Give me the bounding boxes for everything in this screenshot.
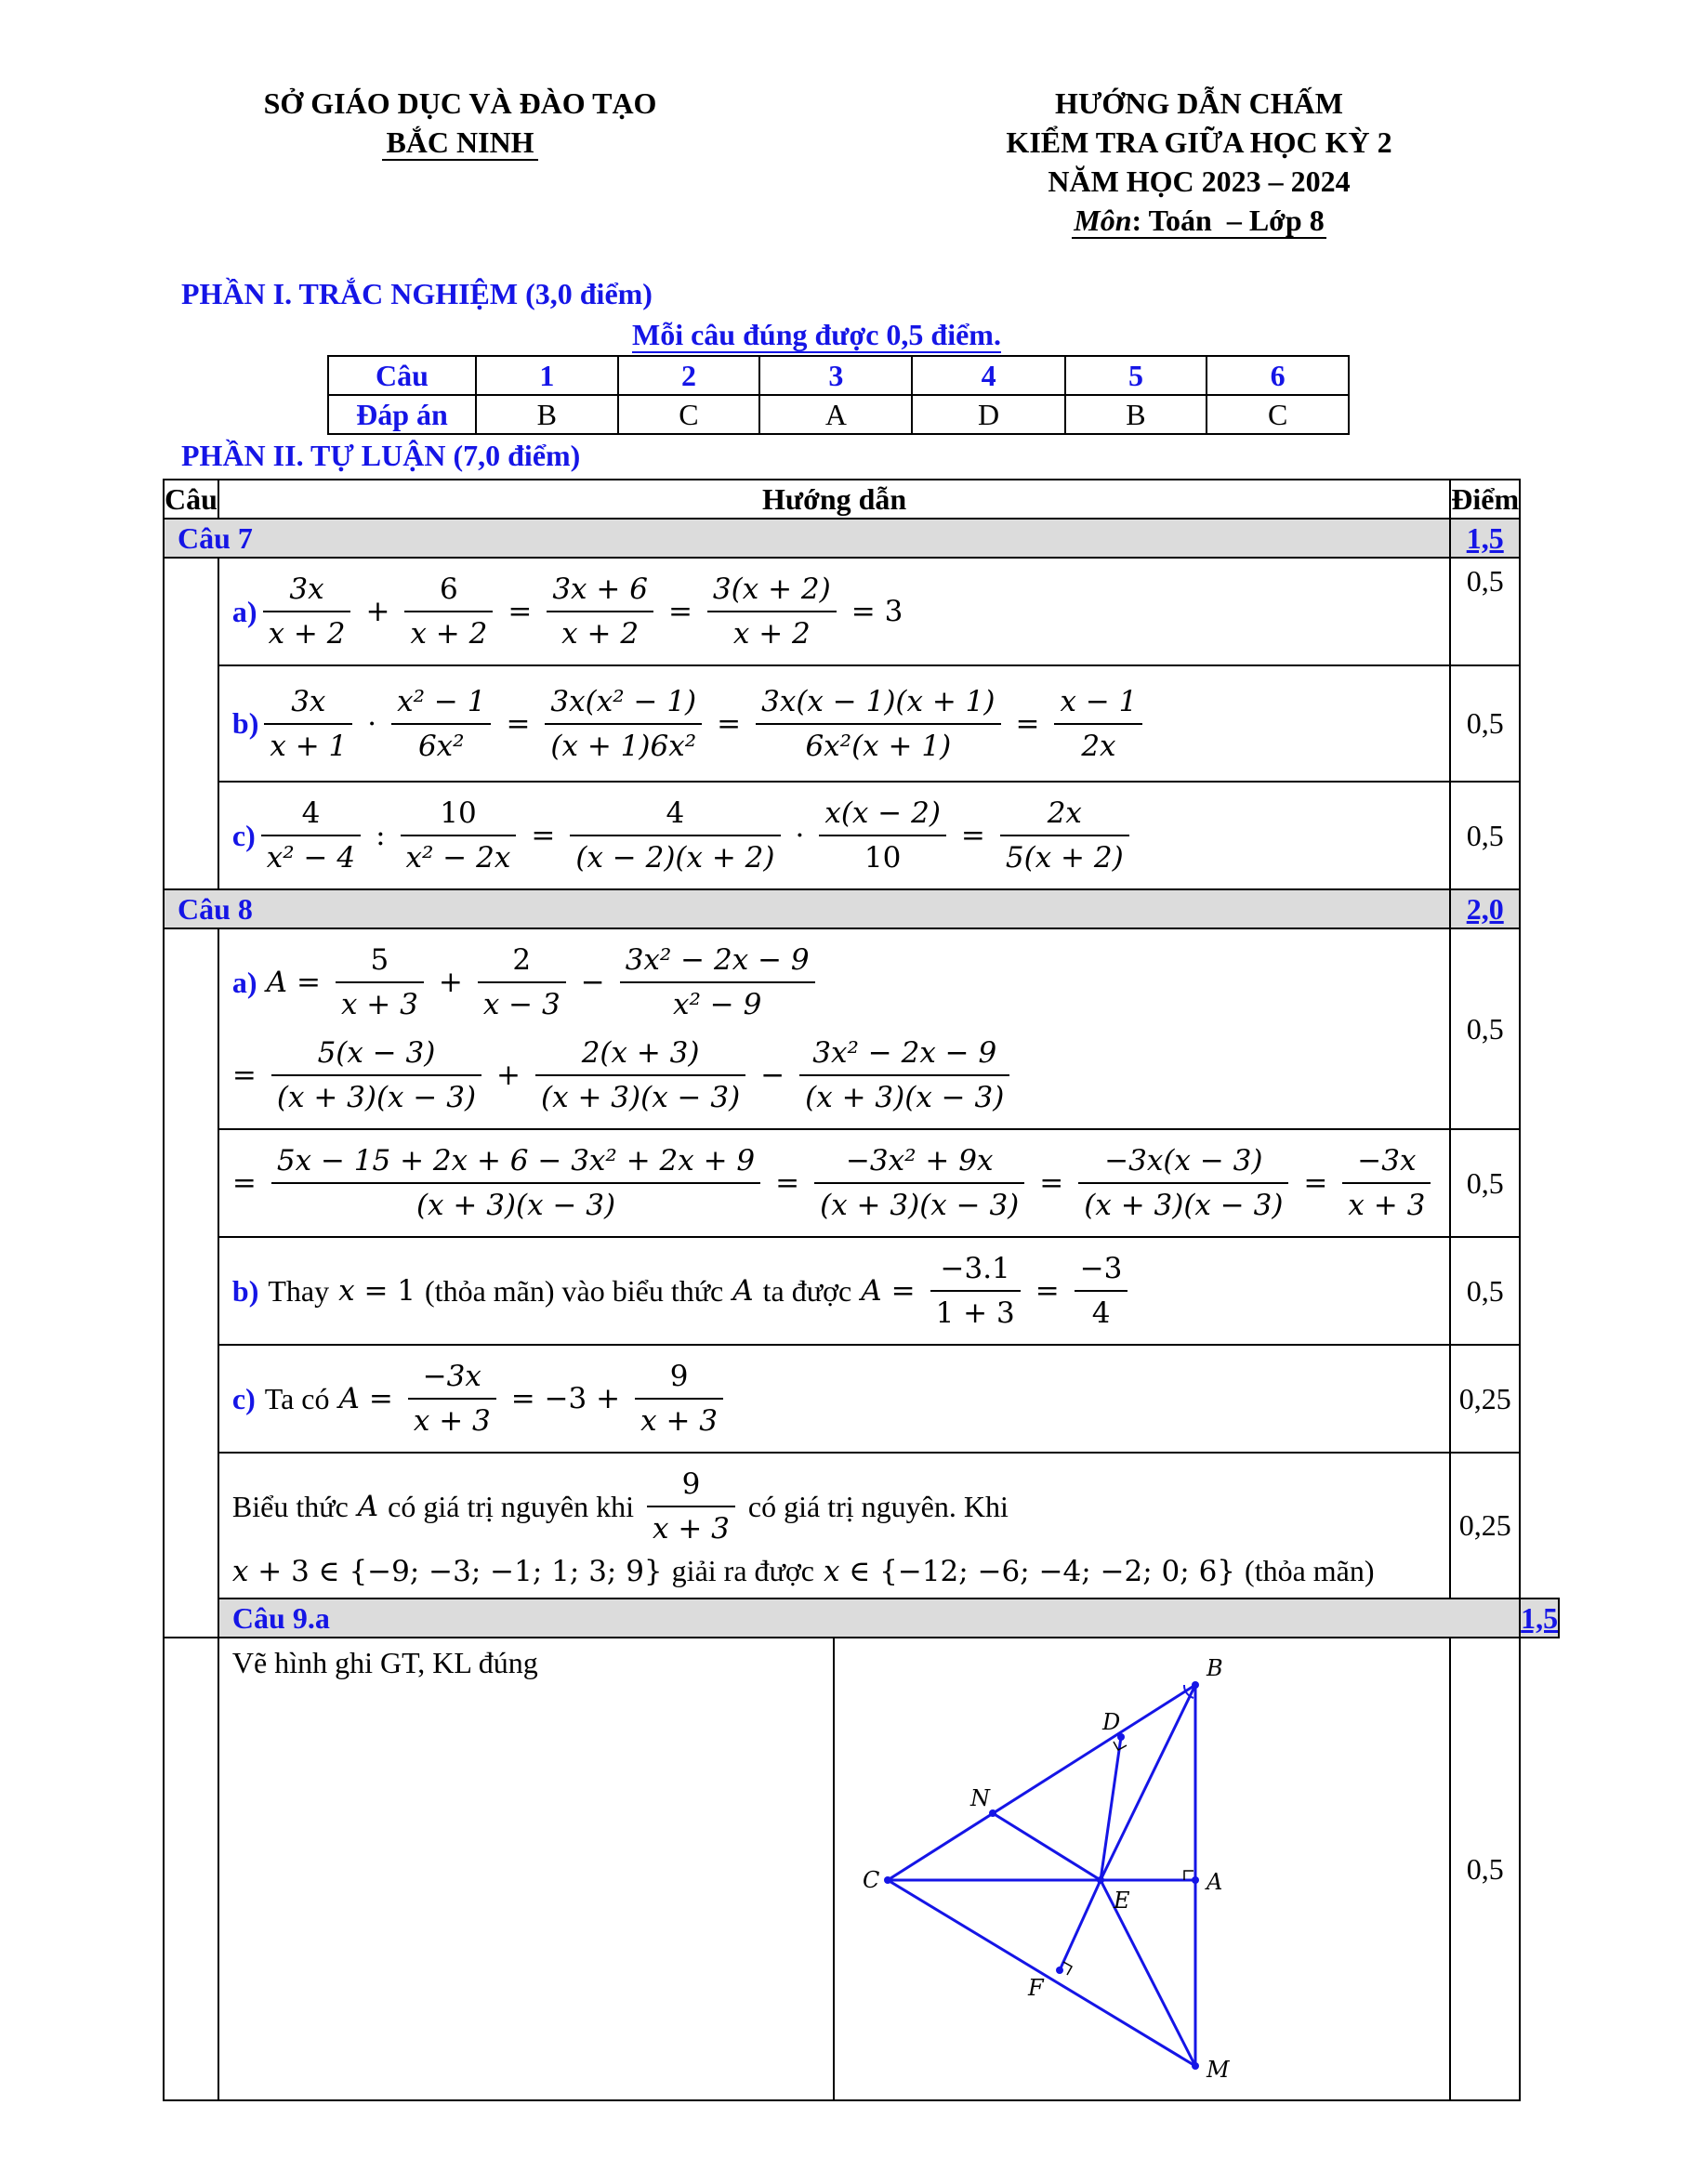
q8d-row: Biểu thức A có giá trị nguyên khi 9 x + 3 có giá trị nguyên. Khi x + 3 ∈ {−9; −3; −1; 1; 3; 9} giải ra được x ∈ {−12; −6; −4; −2; 0; 6} (thỏa mãn) 0,25 — [164, 1453, 1559, 1599]
grading-table — [163, 479, 1560, 2101]
q8a-content: a) A = $\frac{5}{x + 3}$ + $\frac{2}{x - 3}$ − $\frac{\text{3x² − 2x − 9}}{\text{x² − 9}}$ = $\frac{5(x - 3)}{(x + 3)(x - 3)}$ + $\frac{2(x + 3)}{(x + 3)(x - 3)}$ − $\frac{\text{3x² − 2x − 9}}{(x + 3)(x - 3)}$ — [218, 928, 1450, 1129]
q8d-content: Biểu thức A có giá trị nguyên khi 9 x + 3 có giá trị nguyên. Khi x + 3 ∈ {−9; −3; −1; 1; 3; 9} giải ra được x ∈ {−12; −6; −4; −2; 0; 6} (thỏa mãn) — [218, 1453, 1450, 1599]
point-M-label: M — [1207, 2057, 1230, 2083]
part1-note: Mỗi câu đúng được 0,5 điểm. — [632, 318, 1001, 351]
q8b-content: b) Thay x = 1 (thỏa mãn) vào biểu thức A ta được A = $\frac{-3.1}{1 + 3}$ = $\frac{-3}{4}$ — [218, 1237, 1450, 1345]
line-NE — [993, 1813, 1101, 1880]
org-name: SỞ GIÁO DỤC VÀ ĐÀO TẠO — [263, 86, 657, 120]
org-province: BẮC NINH — [181, 123, 739, 162]
q7a-row: a) 3x x + 2 + $\frac{6}{x + 2}$ = $\frac{3x + 6}{x + 2}$ = $\frac{3(x + 2)}{x + 2}$ = 3 0,5 — [164, 558, 1559, 665]
answer-table-answers: Đáp án B C A D B C — [328, 395, 1349, 434]
q7a-content: a) 3x x + 2 + $\frac{6}{x + 2}$ = $\frac{3x + 6}{x + 2}$ = $\frac{3(x + 2)}{x + 2}$ = 3 — [218, 558, 1450, 665]
q9a-text: Vẽ hình ghi GT, KL đúng — [218, 1638, 834, 2100]
q8a2-row: = $\frac{\text{5x − 15 + 2x + 6 − 3x² + 2x + 9}}{(x + 3)(x - 3)}$ = $\frac{\text{−3x² + 9x}}{(x + 3)(x - 3)}$ = $\frac{-3x(x - 3)}{(x + 3)(x - 3)}$ = $\frac{-3x}{x + 3}$ 0,5 — [164, 1129, 1559, 1237]
q8a2-content: = $\frac{\text{5x − 15 + 2x + 6 − 3x² + 2x + 9}}{(x + 3)(x - 3)}$ = $\frac{\text{−3x² + 9x}}{(x + 3)(x - 3)}$ = $\frac{-3x(x - 3)}{(x + 3)(x - 3)}$ = $\frac{-3x}{x + 3}$ — [218, 1129, 1450, 1237]
point-N-label: N — [970, 1785, 991, 1811]
q9a-row: Vẽ hình ghi GT, KL đúng B D N C E A F M 0,5 — [164, 1638, 1559, 2100]
q8-header-row: Câu 8 2,0 — [164, 889, 1559, 928]
grading-header-row: Câu Hướng dẫn Điểm — [164, 480, 1559, 519]
doc-subject: Môn: Toán – Lớp 8 — [1074, 204, 1325, 237]
answer-table-questions: Câu 1 2 3 4 5 6 — [328, 356, 1349, 395]
point-B-label: B — [1207, 1655, 1223, 1681]
q8c-row: c) Ta có A = $\frac{-3x}{x + 3}$ = −3 + $\frac{9}{x + 3}$ 0,25 — [164, 1345, 1559, 1453]
answer-table — [327, 355, 1350, 435]
q8b-row: b) Thay x = 1 (thỏa mãn) vào biểu thức A ta được A = $\frac{-3.1}{1 + 3}$ = $\frac{-3}{4}$ 0,5 — [164, 1237, 1559, 1345]
doc-exam: KIỂM TRA GIỮA HỌC KỲ 2 — [1006, 125, 1392, 159]
point-D-label: D — [1102, 1709, 1121, 1735]
point-E-label: E — [1114, 1888, 1130, 1914]
q9a-figure-cell — [834, 1638, 1450, 2100]
q8a-row: a) A = $\frac{5}{x + 3}$ + $\frac{2}{x - 3}$ − $\frac{\text{3x² − 2x − 9}}{\text{x² − 9}}$ = $\frac{5(x - 3)}{(x + 3)(x - 3)}$ + $\frac{2(x + 3)}{(x + 3)(x - 3)}$ − $\frac{\text{3x² − 2x − 9}}{(x + 3)(x - 3)}$ 0,5 — [164, 928, 1559, 1129]
point-F-label: F — [1028, 1975, 1044, 2001]
right-angle-F — [1063, 1962, 1072, 1975]
org-header — [181, 84, 739, 162]
part1-title: PHẦN I. TRẮC NGHIỆM (3,0 điểm) — [181, 277, 653, 310]
point-C-label: C — [863, 1867, 880, 1893]
q8c-content: c) Ta có A = $\frac{-3x}{x + 3}$ = −3 + $\frac{9}{x + 3}$ — [218, 1345, 1450, 1453]
geometry-figure — [835, 1638, 1410, 2092]
q7b-content: b) 3x x + 1 · $\frac{\text{x² − 1}}{\text{6x²}}$ = $\frac{\text{3x(x² − 1)}}{\text{(x + 1)6x²}}$ = $\frac{3x(x - 1)(x + 1)}{\text{6x²(x + 1)}}$ = $\frac{x - 1}{2x}$ — [218, 665, 1450, 782]
doc-year: NĂM HỌC 2023 – 2024 — [1048, 164, 1351, 198]
line-EF — [1060, 1880, 1101, 1970]
q9-header-row: Câu 9.a 1,5 — [164, 1599, 1559, 1638]
q7b-row: b) 3x x + 1 · $\frac{\text{x² − 1}}{\text{6x²}}$ = $\frac{\text{3x(x² − 1)}}{\text{(x + 1)6x²}}$ = $\frac{3x(x - 1)(x + 1)}{\text{6x²(x + 1)}}$ = $\frac{x - 1}{2x}$ 0,5 — [164, 665, 1559, 782]
q7c-row: c) 4 x² − 4 : $\frac{10}{\text{x² − 2x}}$ = $\frac{4}{(x - 2)(x + 2)}$ · $\frac{x(x - 2)}{10}$ = $\frac{2x}{5(x + 2)}$ 0,5 — [164, 782, 1559, 889]
q7c-content: c) 4 x² − 4 : $\frac{10}{\text{x² − 2x}}$ = $\frac{4}{(x - 2)(x + 2)}$ · $\frac{x(x - 2)}{10}$ = $\frac{2x}{5(x + 2)}$ — [218, 782, 1450, 889]
part2-title: PHẦN II. TỰ LUẬN (7,0 điểm) — [181, 439, 581, 472]
doc-header — [892, 84, 1506, 240]
point-A-label: A — [1207, 1869, 1223, 1895]
q7-header-row: Câu 7 1,5 — [164, 519, 1559, 558]
doc-title: HƯỚNG DẪN CHẤM — [1055, 86, 1343, 120]
